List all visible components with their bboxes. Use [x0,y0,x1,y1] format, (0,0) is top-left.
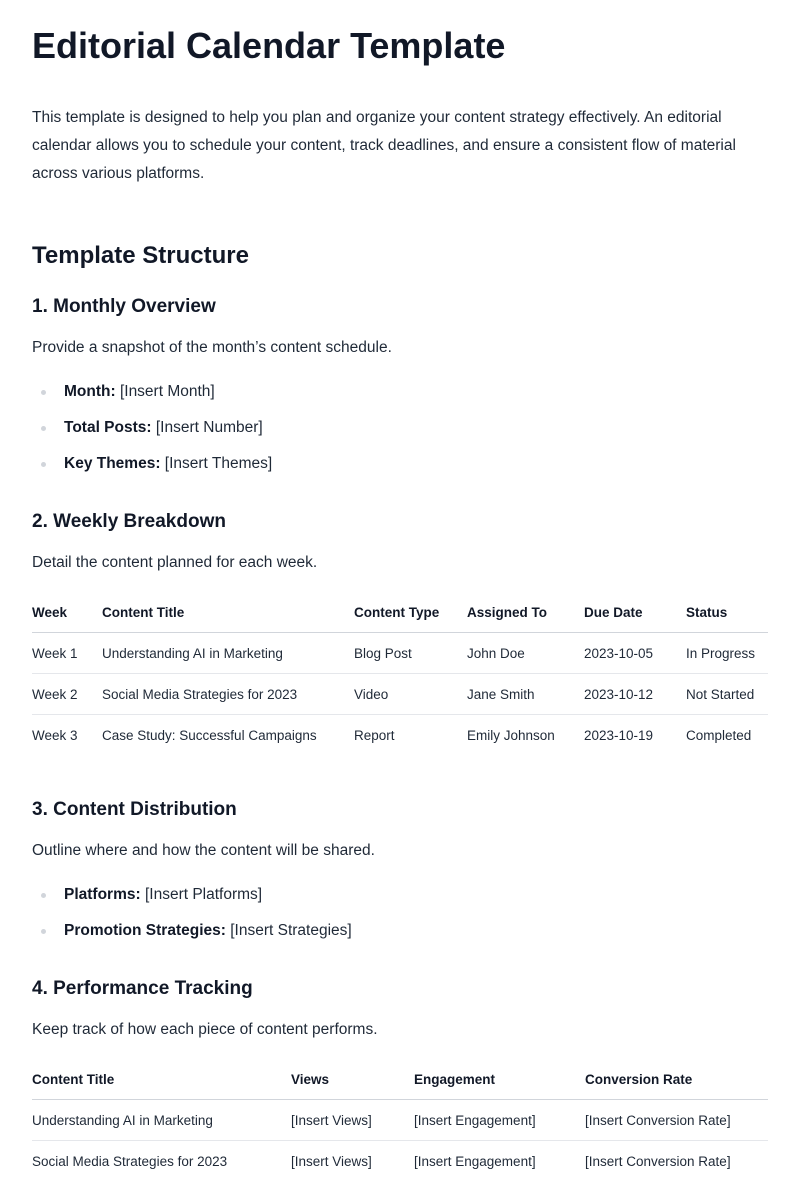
column-header: Content Title [102,592,354,633]
item-label: Key Themes: [64,455,161,472]
item-value: [Insert Themes] [164,455,273,472]
item-label: Platforms: [64,886,141,903]
bullet-icon [41,462,46,467]
column-header: Content Type [354,592,467,633]
table-cell: Video [354,674,467,715]
table-cell: Completed [686,727,752,743]
table-cell: 2023-10-12 [584,674,686,715]
item-label: Month: [64,383,116,400]
bullet-icon [41,390,46,395]
item-value: [Insert Strategies] [230,922,352,939]
table-cell: John Doe [467,633,584,674]
monthly-overview-section [32,293,768,482]
table-cell: 2023-10-05 [584,633,686,674]
bullet-icon [41,426,46,431]
performance-tracking-description: Keep track of how each piece of content performs. [32,1021,378,1038]
table-cell: Social Media Strategies for 2023 [32,1153,228,1169]
table-cell: Social Media Strategies for 2023 [102,674,354,715]
item-label: Promotion Strategies: [64,922,226,939]
weekly-breakdown-heading: 2. Weekly Breakdown [32,511,226,532]
table-cell: Jane Smith [467,674,584,715]
table-cell: [Insert Engagement] [414,1100,585,1141]
column-header: Week [32,592,102,633]
weekly-breakdown-description: Detail the content planned for each week. [32,554,318,571]
content-distribution-description: Outline where and how the content will be shared. [32,842,375,859]
monthly-overview-heading: 1. Monthly Overview [32,296,216,317]
column-header: Engagement [414,1059,585,1100]
content-distribution-section [32,796,768,949]
table-cell: Not Started [686,674,768,715]
column-header: Conversion Rate [585,1059,768,1100]
table-cell: Week 1 [32,633,102,674]
item-value: [Insert Platforms] [144,886,263,903]
performance-tracking-table [32,1059,768,1181]
column-header: Content Title [32,1059,291,1100]
list-item [32,374,768,410]
table-row [32,674,768,715]
item-value: [Insert Number] [155,419,263,436]
intro-paragraph: This template is designed to help you plan and organize your content strategy effectively. An editorial calendar allows you to schedule your content, track deadlines, and ensure a consistent flow of material across various platforms. [32,109,736,182]
performance-tracking-heading: 4. Performance Tracking [32,978,253,999]
table-cell: Understanding AI in Marketing [102,633,354,674]
content-distribution-heading: 3. Content Distribution [32,799,237,820]
table-row [32,1100,768,1141]
table-cell: [Insert Engagement] [414,1153,536,1169]
page-title: Editorial Calendar Template [32,25,506,66]
table-cell: 2023-10-19 [584,727,654,743]
table-cell: [Insert Conversion Rate] [585,1153,731,1169]
list-item [32,913,768,949]
bullet-icon [41,929,46,934]
table-cell: [Insert Views] [291,1153,372,1169]
table-cell: Emily Johnson [467,727,555,743]
table-row [32,633,768,674]
weekly-breakdown-table [32,592,768,755]
table-header-row [32,592,768,633]
table-cell: [Insert Views] [291,1100,414,1141]
table-cell: Week 3 [32,727,78,743]
list-item [32,446,768,482]
table-row [32,715,768,756]
column-header: Due Date [584,592,686,633]
item-value: [Insert Month] [119,383,215,400]
item-label: Total Posts: [64,419,152,436]
table-row [32,1141,768,1182]
table-cell: Understanding AI in Marketing [32,1100,291,1141]
monthly-overview-description: Provide a snapshot of the month’s content schedule. [32,339,392,356]
list-item [32,410,768,446]
column-header: Views [291,1059,414,1100]
table-cell: Case Study: Successful Campaigns [102,727,317,743]
list-item [32,877,768,913]
table-cell: Blog Post [354,633,467,674]
table-cell: Report [354,727,395,743]
table-cell: [Insert Conversion Rate] [585,1100,768,1141]
monthly-overview-list [32,374,768,482]
table-cell: In Progress [686,633,768,674]
column-header: Status [686,592,768,633]
table-cell: Week 2 [32,674,102,715]
performance-tracking-section [32,975,768,1181]
table-header-row [32,1059,768,1100]
bullet-icon [41,893,46,898]
content-distribution-list [32,877,768,949]
column-header: Assigned To [467,592,584,633]
template-structure-heading: Template Structure [32,242,249,269]
weekly-breakdown-section [32,508,768,755]
